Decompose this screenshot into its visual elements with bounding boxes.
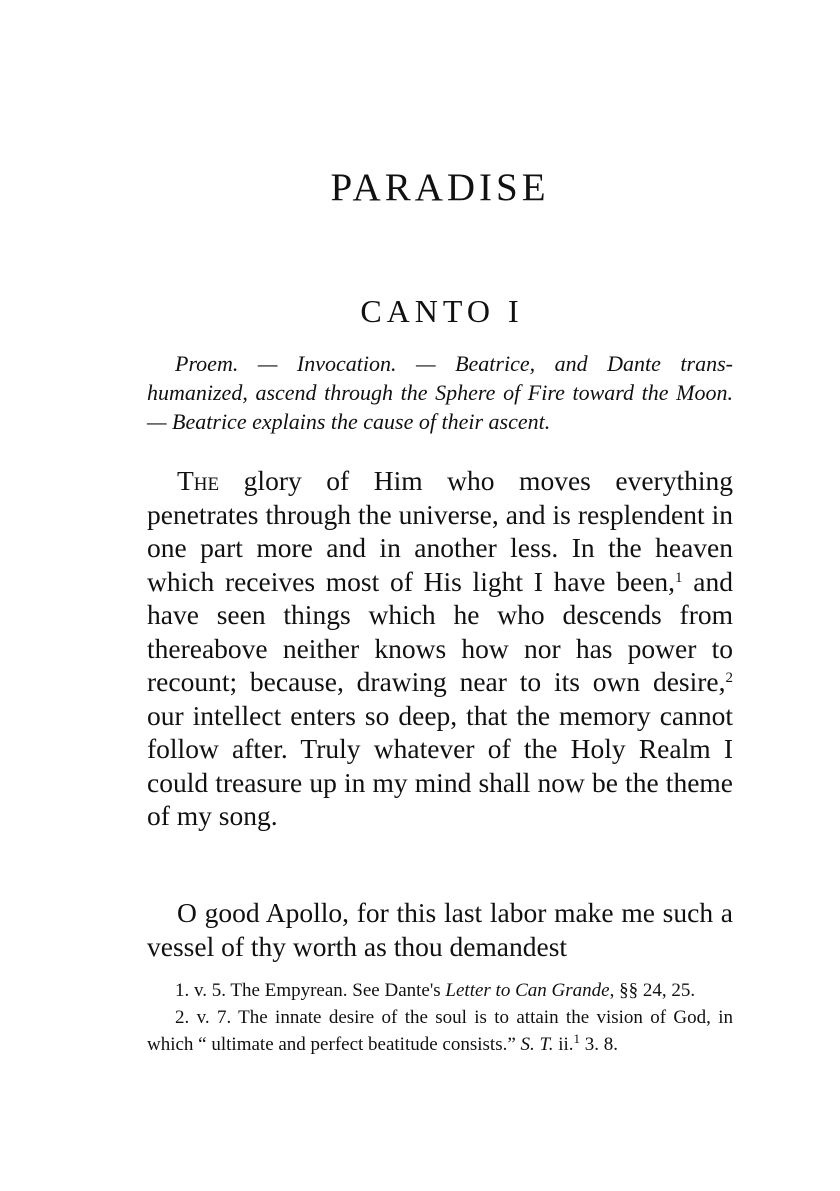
paragraph-1-text-b: and have seen things which he who descends from thereabove neither knows how nor has power to recount; because, drawing near to its own desire, bbox=[147, 565, 733, 697]
summary-text: Proem. — Invocation. — Beatrice, and Dante trans-humanized, ascend through the Sphere of Fire toward the Moon. — Beatrice explains the cause of their ascent. bbox=[147, 351, 733, 434]
paragraph-2 bbox=[147, 896, 733, 963]
footnote-1 bbox=[147, 977, 733, 1004]
footnote-2-superscript: 1 bbox=[573, 1031, 581, 1046]
paragraph-1-text-c: our intellect enters so deep, that the memory cannot follow after. Truly whatever of the Holy Realm I could treasure up in my mind shall now be the theme of my song. bbox=[147, 699, 733, 831]
footnote-1-text-c: , §§ 24, 25. bbox=[609, 980, 696, 1001]
footnotes bbox=[147, 977, 733, 1058]
footnote-1-title: Letter to Can Grande bbox=[445, 980, 610, 1001]
footnote-2-text-e: 3. 8. bbox=[580, 1034, 619, 1055]
canto-summary bbox=[147, 349, 733, 436]
paragraph-1 bbox=[147, 464, 733, 833]
footnote-marker-2: 2 bbox=[725, 670, 733, 686]
canto-heading: CANTO I bbox=[360, 293, 524, 329]
paragraph-1-text-a: glory of Him who moves everything penetrates through the universe, and is resplendent in one part more and in another less. In the heaven which receives most of His light I have been, bbox=[147, 465, 733, 597]
footnote-2 bbox=[147, 1004, 733, 1058]
footnote-marker-1: 1 bbox=[675, 569, 683, 586]
footnote-2-text-a: 2. v. 7. The innate desire of the soul is to attain the vision of God, in which “ ultimate and perfect beatitude consists.” bbox=[147, 1007, 733, 1055]
page-title: PARADISE bbox=[330, 166, 550, 209]
footnote-1-text-a: 1. v. 5. The Empyrean. See Dante's bbox=[175, 980, 446, 1001]
paragraph-2-text: O good Apollo, for this last labor make me such a vessel of thy worth as thou demandest bbox=[147, 897, 733, 962]
paragraph-1-lead: The bbox=[177, 465, 220, 496]
footnote-2-text-c: ii. bbox=[553, 1034, 574, 1055]
footnote-2-source: S. T. bbox=[520, 1034, 554, 1055]
